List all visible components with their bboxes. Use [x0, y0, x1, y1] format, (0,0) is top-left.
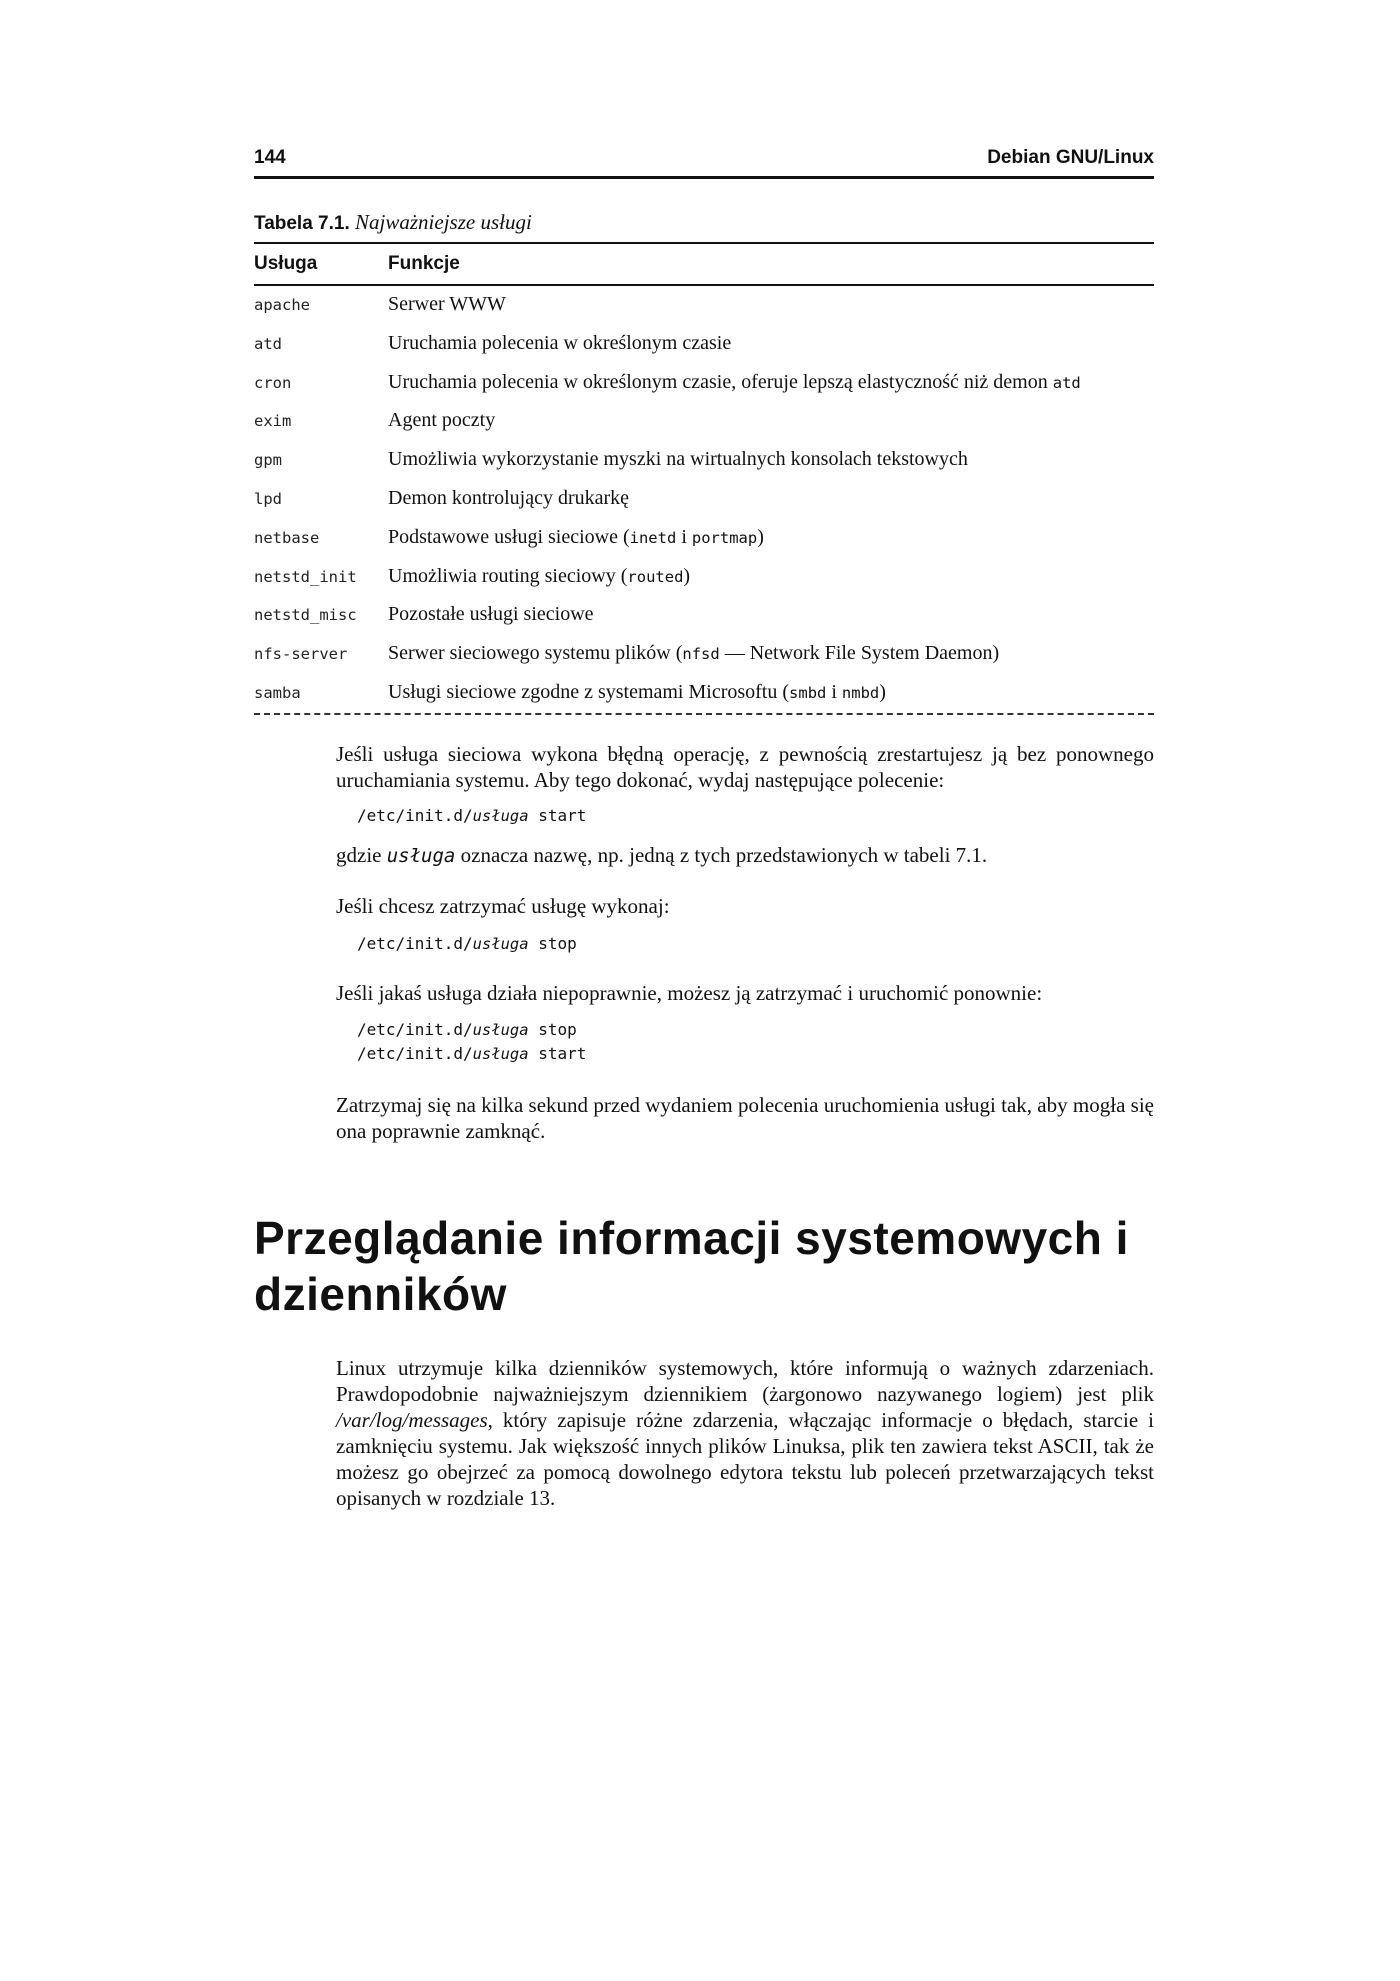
code-argument: stop — [528, 934, 577, 953]
service-name: exim — [254, 412, 292, 431]
description-text: ) — [757, 525, 764, 548]
code-path: /etc/init.d/ — [357, 1044, 473, 1063]
table-row — [254, 286, 1154, 325]
code-line — [357, 1018, 586, 1042]
description-text: Umożliwia routing sieciowy ( — [388, 564, 628, 587]
table-body — [254, 286, 1154, 715]
column-header-service: Usługa — [254, 253, 318, 274]
inline-code: routed — [627, 567, 684, 586]
table-header-row — [254, 242, 1154, 286]
code-stop-start-commands — [357, 1018, 586, 1066]
book-title: Debian GNU/Linux — [987, 147, 1154, 168]
description-text: i — [826, 680, 842, 703]
description-text: i — [676, 525, 692, 548]
description-text: Uruchamia polecenia w określonym czasie, oferuje lepszą elastyczność niż demon — [388, 370, 1053, 393]
table-caption-title: Najważniejsze usługi — [355, 210, 532, 234]
inline-variable: usługa — [386, 845, 456, 867]
service-description — [388, 565, 690, 588]
table-caption — [254, 210, 1154, 235]
table-row — [254, 558, 1154, 597]
description-text: Serwer sieciowego systemu plików ( — [388, 642, 683, 665]
paragraph-text: oznacza nazwę, np. jedną z tych przedstawionych w tabeli 7.1. — [455, 843, 988, 867]
code-restart-command — [357, 804, 586, 828]
table-row — [254, 635, 1154, 674]
service-name: cron — [254, 373, 292, 392]
inline-code: smbd — [789, 683, 827, 702]
description-text: ) — [683, 564, 691, 587]
column-header-functions: Funkcje — [388, 253, 460, 274]
service-name: lpd — [254, 489, 282, 508]
table-row — [254, 402, 1154, 441]
service-name: nfs-server — [254, 645, 348, 664]
table-row — [254, 674, 1154, 713]
service-name: samba — [254, 683, 301, 702]
service-name: gpm — [254, 451, 282, 470]
service-description — [388, 526, 764, 549]
inline-code: nfsd — [682, 645, 720, 664]
code-variable: usługa — [472, 935, 529, 953]
table-row — [254, 480, 1154, 519]
service-name: netbase — [254, 528, 320, 547]
file-path: /var/log/messages — [336, 1408, 488, 1432]
table-caption-label: Tabela 7.1. — [254, 213, 350, 234]
service-description: Agent poczty — [388, 409, 496, 432]
paragraph-wait-note: Zatrzymaj się na kilka sekund przed wydaniem polecenia uruchomienia usługi tak, aby mogła się ona poprawnie zamknąć. — [336, 1093, 1154, 1143]
table-row — [254, 364, 1154, 403]
running-header — [254, 142, 1154, 179]
service-name: atd — [254, 334, 282, 353]
inline-code: inetd — [629, 528, 677, 547]
paragraph-text: , który zapisuje różne zdarzenia, włączając informacje o błędach, starcie i zamknięciu systemu. Jak większość innych plików Linuksa, plik ten zawiera tekst ASCII, tak że możesz go obejrzeć za pomocą dowolnego edytora tekstu lub poleceń przetwarzających tekst opisanych w rozdziale 13. — [336, 1408, 1154, 1510]
inline-code: atd — [1052, 373, 1081, 392]
code-variable: usługa — [472, 807, 529, 825]
paragraph-restart-service: Jeśli usługa sieciowa wykona błędną operację, z pewnością zrestartujesz ją bez ponownego uruchamiania systemu. Aby tego dokonać, wydaj następujące polecenie: — [336, 742, 1154, 792]
section-heading: Przeglądanie informacji systemowych i dzienników — [254, 1212, 1129, 1320]
paragraph-restart-broken: Jeśli jakaś usługa działa niepoprawnie, możesz ją zatrzymać i uruchomić ponownie: — [336, 981, 1043, 1005]
service-description: Umożliwia wykorzystanie myszki na wirtualnych konsolach tekstowych — [388, 448, 968, 471]
table-row — [254, 325, 1154, 364]
service-description — [388, 681, 886, 704]
description-text: Podstawowe usługi sieciowe ( — [388, 525, 630, 548]
code-path: /etc/init.d/ — [357, 934, 473, 953]
table-row — [254, 441, 1154, 480]
inline-code: nmbd — [841, 683, 880, 702]
code-variable: usługa — [472, 1045, 529, 1063]
service-name: apache — [254, 296, 310, 314]
table-row — [254, 519, 1154, 558]
code-argument: start — [528, 1044, 587, 1063]
description-text: ) — [879, 680, 886, 703]
code-argument: start — [528, 806, 587, 825]
code-path: /etc/init.d/ — [357, 806, 473, 825]
service-description: Serwer WWW — [388, 293, 506, 315]
code-line — [357, 1042, 586, 1066]
code-path: /etc/init.d/ — [357, 1020, 473, 1039]
paragraph-text: Linux utrzymuje kilka dzienników systemowych, które informują o ważnych zdarzeniach. Prawdopodobnie najważniejszym dziennikiem (żargonowo nazywanego logiem) jest plik — [336, 1356, 1154, 1406]
paragraph-text: gdzie — [336, 843, 387, 867]
service-description: Uruchamia polecenia w określonym czasie — [388, 331, 732, 354]
service-description: Demon kontrolujący drukarkę — [388, 486, 630, 509]
service-name: netstd_init — [254, 567, 357, 586]
description-text: — Network File System Daemon) — [719, 642, 1000, 665]
service-description — [388, 642, 999, 665]
inline-code: portmap — [691, 528, 758, 547]
paragraph-stop-service: Jeśli chcesz zatrzymać usługę wykonaj: — [336, 894, 670, 918]
service-description: Pozostałe usługi sieciowe — [388, 603, 594, 626]
paragraph-system-logs — [336, 1355, 1154, 1511]
paragraph-service-meaning — [336, 842, 1154, 869]
service-description — [388, 371, 1081, 394]
services-table — [254, 242, 1154, 715]
service-name: netstd_misc — [254, 606, 357, 625]
table-row — [254, 596, 1154, 635]
description-text: Usługi sieciowe zgodne z systemami Microsoftu ( — [388, 680, 790, 703]
code-variable: usługa — [472, 1021, 529, 1039]
code-argument: stop — [528, 1020, 577, 1039]
code-stop-command — [357, 932, 577, 956]
page-number: 144 — [254, 147, 286, 168]
